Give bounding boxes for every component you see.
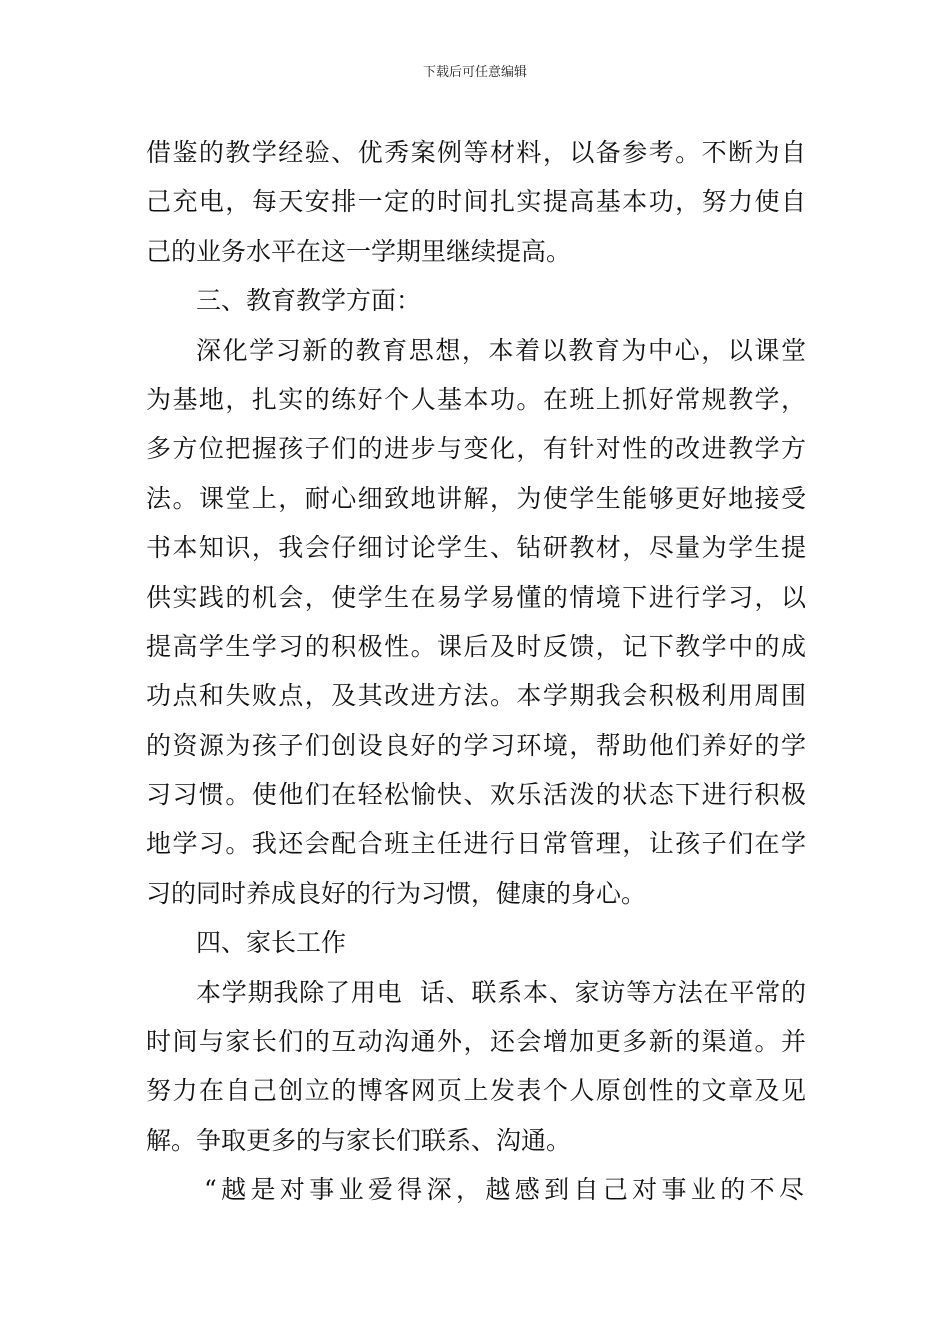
text-line: 时间与家长们的互动沟通外，还会增加更多新的渠道。并 (146, 1027, 806, 1057)
section-heading (146, 918, 806, 967)
paragraph (146, 128, 806, 276)
text-line: 功点和失败点，及其改进方法。本学期我会积极利用周围 (146, 681, 806, 711)
text-line: 本学期我除了用电 话、联系本、家访等方法在平常的 (196, 977, 806, 1007)
text-line: 书本知识，我会仔细讨论学生、钻研教材，尽量为学生提 (146, 533, 806, 563)
text-line: 习习惯。使他们在轻松愉快、欢乐活泼的状态下进行积极 (146, 780, 806, 810)
section-heading (146, 276, 806, 325)
text-line: 多方位把握孩子们的进步与变化，有针对性的改进教学方 (146, 434, 806, 464)
text-line: 己充电，每天安排一定的时间扎实提高基本功，努力使自 (146, 187, 806, 217)
document-body (146, 128, 806, 1215)
text-line: 借鉴的教学经验、优秀案例等材料，以备参考。不断为自 (146, 138, 806, 167)
text-line: 己的业务水平在这一学期里继续提高。 (146, 236, 572, 266)
text-line: 供实践的机会，使学生在易学易懂的情境下进行学习，以 (146, 582, 806, 612)
text-line: 地学习。我还会配合班主任进行日常管理，让孩子们在学 (146, 829, 806, 859)
text-line: “越是对事业爱得深，越感到自己对事业的不尽 (204, 1175, 806, 1205)
text-line: 为基地，扎实的练好个人基本功。在班上抓好常规教学， (146, 384, 806, 414)
text-line: 法。课堂上，耐心细致地讲解，为使学生能够更好地接受 (146, 483, 806, 513)
text-line: 的资源为孩子们创设良好的学习环境，帮助他们养好的学 (146, 730, 806, 760)
page-header: 下载后可任意编辑 (422, 65, 527, 80)
text-line: 习的同时养成良好的行为习惯，健康的身心。 (146, 878, 647, 908)
text-line: 解。争取更多的与家长们联系、沟通。 (146, 1125, 572, 1155)
quote-paragraph (146, 1165, 806, 1214)
text-line: 努力在自己创立的博客网页上发表个人原创性的文章及见 (146, 1076, 806, 1106)
text-line: 四、家长工作 (196, 928, 347, 958)
text-line: 深化学习新的教育思想，本着以教育为中心，以课堂 (196, 335, 806, 365)
paragraph (146, 968, 806, 1166)
text-line: 三、教育教学方面： (196, 286, 422, 316)
text-line: 提高学生学习的积极性。课后及时反馈，记下教学中的成 (146, 631, 806, 661)
paragraph (146, 326, 806, 919)
